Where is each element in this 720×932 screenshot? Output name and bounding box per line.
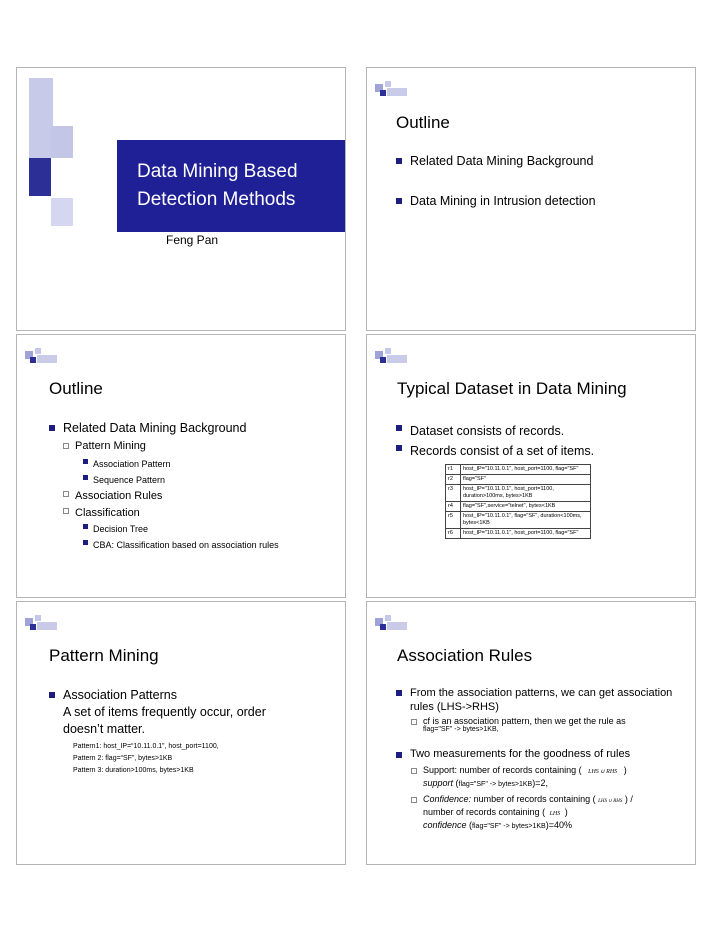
presentation-title (117, 140, 345, 232)
slide-pattern-mining (16, 601, 346, 865)
slide-title (16, 67, 346, 331)
bullet-list (49, 421, 246, 435)
bullet-item: cf is an association pattern, then we get the rule as flag="SF" -> bytes>1KB, (411, 716, 681, 733)
corner-decoration (25, 613, 59, 635)
slide-title: Typical Dataset in Data Mining (397, 379, 627, 398)
bullet-item: From the association patterns, we can get association rules (LHS->RHS) (396, 686, 676, 714)
corner-decoration (25, 346, 59, 368)
bullet-item: Data Mining in Intrusion detection (396, 194, 596, 208)
table-row: r5 host_IP="10.11.0.1", flag="SF", duration<100ms, bytes<1KB (446, 512, 591, 529)
title-line: Detection Methods (137, 189, 296, 210)
slide-dataset (366, 334, 696, 598)
bullet-item: Decision Tree (83, 521, 279, 537)
decor-band (29, 158, 51, 196)
bullet-list (411, 716, 681, 733)
corner-decoration (375, 613, 409, 635)
slide-outline-2 (16, 334, 346, 598)
bullet-list (411, 765, 686, 832)
bullet-list (83, 456, 171, 488)
bullet-item: Association Rules (63, 488, 162, 505)
bullet-item: Classification (63, 505, 162, 522)
slide-title: Pattern Mining (49, 646, 159, 665)
bullet-item: Association Patterns (49, 688, 177, 702)
bullet-item: Association Pattern (83, 456, 171, 472)
bullet-item: Support: number of records containing ( LHS ∪ RHS ) support (flag="SF" -> bytes>1KB)=2, (411, 765, 686, 790)
bullet-item: Related Data Mining Background (49, 421, 246, 435)
bullet-list (49, 688, 177, 702)
bullet-item: Pattern Mining (63, 440, 146, 452)
bullet-item: Confidence: number of records containing ( LHS ∪ RHS ) / number of records containing ( LHS ) confidence (flag="SF" -> bytes>1KB)=40% (411, 794, 686, 832)
corner-decoration (375, 346, 409, 368)
bullet-list (396, 748, 630, 760)
table-row: r6 host_IP="10.11.0.1", host_port=1100, flag="SF" (446, 529, 591, 539)
slide-outline-1 (366, 67, 696, 331)
table-row: r4 flag="SF",service="telnet", bytes<1KB (446, 502, 591, 512)
bullet-item: CBA: Classification based on association rules (83, 537, 279, 553)
pattern-line: Pattern1: host_IP=“10.11.0.1”, host_port=1100, (73, 743, 219, 750)
table-row: r1 host_IP="10.11.0.1", host_port=1100, flag="SF" (446, 465, 591, 475)
slide-title: Outline (49, 379, 103, 398)
pattern-line: Pattern 2: flag=“SF”, bytes>1KB (73, 755, 173, 762)
pattern-line: Pattern 3: duration>100ms, bytes>1KB (73, 767, 194, 774)
bullet-list (396, 686, 676, 714)
bullet-list (63, 440, 146, 452)
pattern-examples (73, 741, 219, 777)
slide-title: Outline (396, 113, 450, 132)
bullet-item: Two measurements for the goodness of rules (396, 748, 630, 760)
slide-association-rules (366, 601, 696, 865)
bullet-item: Records consist of a set of items. (396, 441, 594, 461)
corner-decoration (375, 79, 409, 101)
decor-band (51, 126, 73, 158)
table-row: r2 flag="SF" (446, 475, 591, 485)
bullet-item: Dataset consists of records. (396, 421, 594, 441)
decor-band (51, 198, 73, 226)
bullet-list (396, 154, 596, 208)
bullet-item: Related Data Mining Background (396, 154, 596, 168)
slide-title: Association Rules (397, 646, 533, 665)
description: A set of items frequently occur, order doesn’t matter. (63, 705, 266, 736)
bullet-list (63, 488, 162, 522)
bullet-list (396, 421, 594, 461)
table-row: r3 host_IP="10.11.0.1", host_port=1100, duration>100ms, bytes>1KB (446, 485, 591, 502)
decor-band (29, 78, 53, 158)
author-name: Feng Pan (166, 233, 219, 247)
bullet-list (83, 521, 279, 553)
title-line: Data Mining Based (137, 161, 298, 182)
dataset-table (445, 464, 591, 539)
bullet-item: Sequence Pattern (83, 472, 171, 488)
